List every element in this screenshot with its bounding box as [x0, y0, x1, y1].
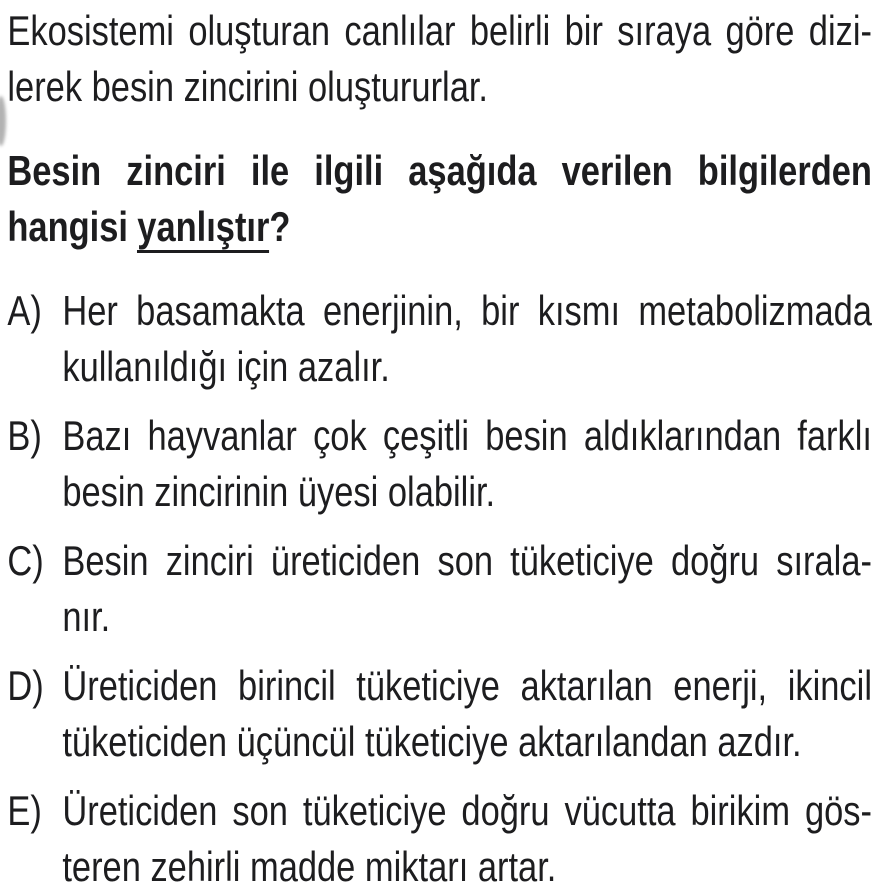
question-line-1: Besin zinciri ile ilgili aşağıda verilen bilgilerden	[7, 147, 872, 194]
option-c-text	[62, 533, 872, 645]
option-a-line-2: kullanıldığı için azalır.	[62, 343, 390, 390]
option-e-letter: E)	[7, 787, 42, 834]
option-b-line-1: Bazı hayvanlar çok çeşitli besin aldıklarından farklı	[62, 412, 872, 459]
option-d-line-2: tüketiciden üçüncül tüketiciye aktarılandan azdır.	[62, 718, 802, 765]
underlined-word: yanlıştır	[137, 203, 269, 253]
option-e-text	[62, 783, 872, 895]
option-e	[7, 783, 872, 895]
option-a	[7, 283, 872, 395]
intro-paragraph	[7, 3, 872, 115]
option-b	[7, 408, 872, 520]
question-stem	[7, 143, 872, 255]
option-c-line-1: Besin zinciri üreticiden son tüketiciye doğru sırala-	[62, 537, 872, 584]
option-b-letter: B)	[7, 412, 42, 459]
option-a-line-1: Her basamakta enerjinin, bir kısmı metabolizmada	[62, 287, 872, 334]
option-d	[7, 658, 872, 770]
option-e-line-2: teren zehirli madde miktarı artar.	[62, 843, 557, 890]
option-d-line-1: Üreticiden birincil tüketiciye aktarılan enerji, ikincil	[62, 662, 872, 709]
option-b-text	[62, 408, 872, 520]
question-line-2-pre: hangisi	[7, 203, 128, 250]
option-c	[7, 533, 872, 645]
question-mark: ?	[269, 203, 291, 250]
option-c-line-2: nır.	[62, 593, 111, 640]
option-d-letter: D)	[7, 662, 44, 709]
option-e-line-1: Üreticiden son tüketiciye doğru vücutta birikim gös-	[62, 787, 872, 834]
option-b-line-2: besin zincirinin üyesi olabilir.	[62, 468, 496, 515]
option-a-text	[62, 283, 872, 395]
option-d-text	[62, 658, 872, 770]
question-line-2	[7, 199, 872, 255]
intro-line-2: lerek besin zincirini oluştururlar.	[7, 63, 489, 110]
option-a-letter: A)	[7, 287, 42, 334]
option-c-letter: C)	[7, 537, 44, 584]
intro-line-1: Ekosistemi oluşturan canlılar belirli bir sıraya göre dizi-	[7, 7, 872, 54]
